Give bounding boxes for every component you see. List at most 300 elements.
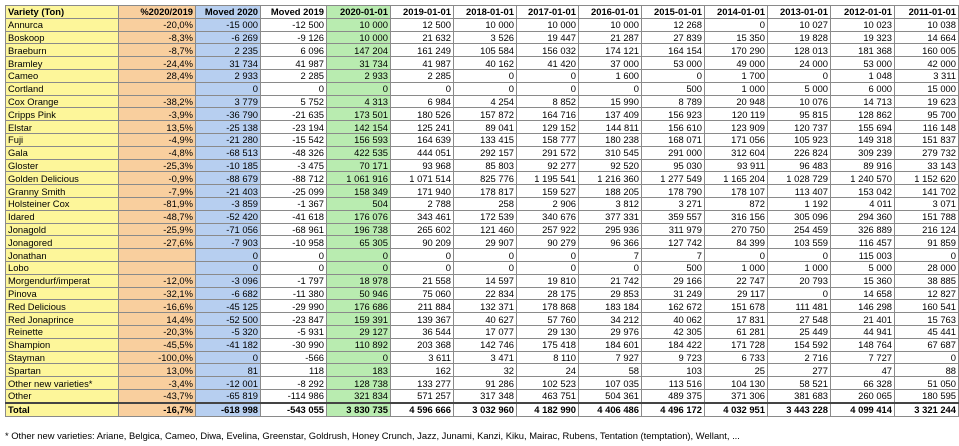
value-cell: 29 907 — [454, 236, 517, 249]
value-cell: 1 216 360 — [579, 172, 642, 185]
value-cell: -8,7% — [119, 44, 196, 57]
value-cell: 8 852 — [517, 95, 579, 108]
value-cell: 162 672 — [642, 300, 705, 313]
value-cell: 32 — [454, 364, 517, 377]
value-cell: 2 716 — [768, 351, 831, 364]
value-cell: 0 — [327, 351, 391, 364]
value-cell: 226 824 — [768, 146, 831, 159]
value-cell: 0 — [196, 261, 261, 274]
value-cell: 21 742 — [579, 274, 642, 287]
value-cell: 0 — [517, 261, 579, 274]
value-cell: 104 130 — [705, 377, 768, 390]
value-cell: 277 — [768, 364, 831, 377]
value-cell: 0 — [768, 287, 831, 300]
value-cell: 28,4% — [119, 69, 196, 82]
value-cell: 29 127 — [327, 325, 391, 338]
value-cell: 172 539 — [454, 210, 517, 223]
value-cell: 0 — [196, 82, 261, 95]
value-cell: 96 366 — [579, 236, 642, 249]
value-cell: 183 184 — [579, 300, 642, 313]
value-cell: 34 212 — [579, 313, 642, 326]
total-value-cell: 4 182 990 — [517, 403, 579, 416]
variety-name-cell: Cripps Pink — [6, 108, 119, 121]
column-header: Moved 2019 — [261, 6, 327, 19]
value-cell: 1 240 570 — [831, 172, 895, 185]
value-cell: 181 368 — [831, 44, 895, 57]
value-cell: -25 099 — [261, 185, 327, 198]
table-row — [6, 133, 959, 146]
value-cell: 47 — [831, 364, 895, 377]
value-cell: 0 — [895, 351, 959, 364]
variety-name-cell: Cox Orange — [6, 95, 119, 108]
value-cell: -566 — [261, 351, 327, 364]
value-cell: -8 292 — [261, 377, 327, 390]
value-cell: 42 000 — [895, 57, 959, 70]
variety-name-cell: Fuji — [6, 133, 119, 146]
value-cell: 12 827 — [895, 287, 959, 300]
value-cell: 25 449 — [768, 325, 831, 338]
value-cell: 6 096 — [261, 44, 327, 57]
variety-name-cell: Elstar — [6, 121, 119, 134]
value-cell: 18 978 — [327, 274, 391, 287]
value-cell: 260 065 — [831, 389, 895, 402]
value-cell: 171 940 — [391, 185, 454, 198]
variety-name-cell: Shampion — [6, 338, 119, 351]
variety-name-cell: Pinova — [6, 287, 119, 300]
value-cell: -5 931 — [261, 325, 327, 338]
value-cell: 116 148 — [895, 121, 959, 134]
value-cell: -27,6% — [119, 236, 196, 249]
value-cell: 258 — [454, 197, 517, 210]
table-row — [6, 18, 959, 31]
value-cell: 1 061 916 — [327, 172, 391, 185]
value-cell: -10 185 — [196, 159, 261, 172]
value-cell: 7 727 — [831, 351, 895, 364]
value-cell: 254 459 — [768, 223, 831, 236]
value-cell: 141 702 — [895, 185, 959, 198]
value-cell: 5 752 — [261, 95, 327, 108]
value-cell: 92 277 — [517, 159, 579, 172]
value-cell: 7 927 — [579, 351, 642, 364]
value-cell: -23 847 — [261, 313, 327, 326]
value-cell — [119, 82, 196, 95]
value-cell: 151 837 — [895, 133, 959, 146]
table-row — [6, 338, 959, 351]
value-cell: 40 062 — [642, 313, 705, 326]
value-cell: 872 — [705, 197, 768, 210]
value-cell: 170 290 — [705, 44, 768, 57]
value-cell: 159 527 — [517, 185, 579, 198]
table-row — [6, 223, 959, 236]
value-cell: 161 249 — [391, 44, 454, 57]
value-cell: -4,8% — [119, 146, 196, 159]
value-cell: 41 987 — [391, 57, 454, 70]
table-row — [6, 377, 959, 390]
variety-name-cell: Holsteiner Cox — [6, 197, 119, 210]
value-cell: 28 000 — [895, 261, 959, 274]
value-cell: 1 700 — [705, 69, 768, 82]
value-cell: 178 790 — [642, 185, 705, 198]
value-cell: 156 610 — [642, 121, 705, 134]
value-cell: 156 032 — [517, 44, 579, 57]
value-cell: -29 990 — [261, 300, 327, 313]
value-cell: 102 523 — [517, 377, 579, 390]
value-cell: 40 162 — [454, 57, 517, 70]
variety-name-cell: Bramley — [6, 57, 119, 70]
value-cell: -4,9% — [119, 133, 196, 146]
value-cell: -7,9% — [119, 185, 196, 198]
value-cell: 24 000 — [768, 57, 831, 70]
value-cell: -7 903 — [196, 236, 261, 249]
column-header: 2014-01-01 — [705, 6, 768, 19]
value-cell: 381 683 — [768, 389, 831, 402]
value-cell: 128 862 — [831, 108, 895, 121]
value-cell: 326 889 — [831, 223, 895, 236]
value-cell: 29 130 — [517, 325, 579, 338]
value-cell: -5 320 — [196, 325, 261, 338]
value-cell: -38,2% — [119, 95, 196, 108]
table-row — [6, 82, 959, 95]
value-cell: 25 — [705, 364, 768, 377]
value-cell: 20 948 — [705, 95, 768, 108]
variety-name-cell: Boskoop — [6, 31, 119, 44]
value-cell: 155 694 — [831, 121, 895, 134]
value-cell: 3 071 — [895, 197, 959, 210]
value-cell: 2 235 — [196, 44, 261, 57]
column-header: 2013-01-01 — [768, 6, 831, 19]
value-cell: 110 892 — [327, 338, 391, 351]
value-cell: 57 760 — [517, 313, 579, 326]
value-cell: 1 028 729 — [768, 172, 831, 185]
value-cell: 317 348 — [454, 389, 517, 402]
value-cell: 174 121 — [579, 44, 642, 57]
value-cell: 53 000 — [831, 57, 895, 70]
value-cell: 121 460 — [454, 223, 517, 236]
table-row — [6, 69, 959, 82]
value-cell: 21 632 — [391, 31, 454, 44]
value-cell: 180 595 — [895, 389, 959, 402]
value-cell: 0 — [517, 82, 579, 95]
value-cell: 14 713 — [831, 95, 895, 108]
value-cell: 120 737 — [768, 121, 831, 134]
value-cell: -21 403 — [196, 185, 261, 198]
value-cell: 70 171 — [327, 159, 391, 172]
value-cell: 422 535 — [327, 146, 391, 159]
table-row — [6, 389, 959, 402]
value-cell: 2 933 — [196, 69, 261, 82]
value-cell: 6 984 — [391, 95, 454, 108]
value-cell: 58 521 — [768, 377, 831, 390]
table-row — [6, 287, 959, 300]
value-cell: 123 909 — [705, 121, 768, 134]
total-value-cell: 3 321 244 — [895, 403, 959, 416]
value-cell: 91 286 — [454, 377, 517, 390]
table-row — [6, 261, 959, 274]
total-value-cell: 4 032 951 — [705, 403, 768, 416]
value-cell: 183 — [327, 364, 391, 377]
total-value-cell: 3 032 960 — [454, 403, 517, 416]
value-cell — [119, 249, 196, 262]
value-cell: 173 501 — [327, 108, 391, 121]
value-cell: -8,3% — [119, 31, 196, 44]
value-cell: 132 371 — [454, 300, 517, 313]
value-cell: 305 096 — [768, 210, 831, 223]
value-cell: 0 — [517, 69, 579, 82]
table-row — [6, 146, 959, 159]
value-cell: 1 048 — [831, 69, 895, 82]
value-cell: 2 933 — [327, 69, 391, 82]
table-row — [6, 121, 959, 134]
value-cell: 90 209 — [391, 236, 454, 249]
value-cell: 343 461 — [391, 210, 454, 223]
value-cell: 125 241 — [391, 121, 454, 134]
total-value-cell: -16,7% — [119, 403, 196, 416]
value-cell: 359 557 — [642, 210, 705, 223]
value-cell: 257 922 — [517, 223, 579, 236]
value-cell: 149 318 — [831, 133, 895, 146]
value-cell: 19 323 — [831, 31, 895, 44]
value-cell: 3 812 — [579, 197, 642, 210]
value-cell: 444 051 — [391, 146, 454, 159]
value-cell: 50 946 — [327, 287, 391, 300]
value-cell: 15 350 — [705, 31, 768, 44]
value-cell: 53 000 — [642, 57, 705, 70]
value-cell: 133 277 — [391, 377, 454, 390]
value-cell: 571 257 — [391, 389, 454, 402]
total-row — [6, 403, 959, 416]
value-cell: 105 923 — [768, 133, 831, 146]
table-row — [6, 31, 959, 44]
variety-name-cell: Idared — [6, 210, 119, 223]
value-cell: 14 664 — [895, 31, 959, 44]
value-cell: 129 152 — [517, 121, 579, 134]
value-cell: 12 268 — [642, 18, 705, 31]
value-cell: 10 000 — [517, 18, 579, 31]
value-cell: -16,6% — [119, 300, 196, 313]
value-cell: 96 483 — [768, 159, 831, 172]
value-cell: 36 544 — [391, 325, 454, 338]
value-cell: -6 269 — [196, 31, 261, 44]
value-cell: 160 541 — [895, 300, 959, 313]
variety-name-cell: Golden Delicious — [6, 172, 119, 185]
value-cell: 128 738 — [327, 377, 391, 390]
value-cell: 0 — [327, 261, 391, 274]
value-cell: -52 420 — [196, 210, 261, 223]
value-cell: 157 872 — [454, 108, 517, 121]
value-cell: 0 — [642, 69, 705, 82]
value-cell: -12 001 — [196, 377, 261, 390]
value-cell: 500 — [642, 82, 705, 95]
value-cell: 0 — [768, 249, 831, 262]
value-cell: 0 — [261, 261, 327, 274]
value-cell: 49 000 — [705, 57, 768, 70]
value-cell: 504 361 — [579, 389, 642, 402]
value-cell: 88 — [895, 364, 959, 377]
value-cell: 15 360 — [831, 274, 895, 287]
variety-name-cell: Red Delicious — [6, 300, 119, 313]
variety-name-cell: Jonagold — [6, 223, 119, 236]
column-header: 2020-01-01 — [327, 6, 391, 19]
value-cell: 2 788 — [391, 197, 454, 210]
value-cell: 8 789 — [642, 95, 705, 108]
value-cell: 14,4% — [119, 313, 196, 326]
value-cell: 292 157 — [454, 146, 517, 159]
table-row — [6, 185, 959, 198]
value-cell: 3 779 — [196, 95, 261, 108]
value-cell: 0 — [579, 82, 642, 95]
value-cell: 115 003 — [831, 249, 895, 262]
value-cell: 15 763 — [895, 313, 959, 326]
value-cell: -21 635 — [261, 108, 327, 121]
value-cell: -25,3% — [119, 159, 196, 172]
value-cell: 154 592 — [768, 338, 831, 351]
table-row — [6, 159, 959, 172]
total-value-cell: 4 406 486 — [579, 403, 642, 416]
value-cell: 3 271 — [642, 197, 705, 210]
value-cell: 153 042 — [831, 185, 895, 198]
value-cell: 17 831 — [705, 313, 768, 326]
variety-name-cell: Annurca — [6, 18, 119, 31]
value-cell: -48,7% — [119, 210, 196, 223]
value-cell: 0 — [327, 249, 391, 262]
column-header: 2017-01-01 — [517, 6, 579, 19]
value-cell: -3 096 — [196, 274, 261, 287]
value-cell: 12 500 — [391, 18, 454, 31]
column-header: 2016-01-01 — [579, 6, 642, 19]
variety-name-cell: Lobo — [6, 261, 119, 274]
value-cell: 175 418 — [517, 338, 579, 351]
table-row — [6, 364, 959, 377]
value-cell: 91 859 — [895, 236, 959, 249]
value-cell: 15 990 — [579, 95, 642, 108]
value-cell: 216 124 — [895, 223, 959, 236]
value-cell: 265 602 — [391, 223, 454, 236]
value-cell: 156 593 — [327, 133, 391, 146]
value-cell: 0 — [261, 82, 327, 95]
value-cell: 17 077 — [454, 325, 517, 338]
value-cell: 162 — [391, 364, 454, 377]
value-cell: 27 839 — [642, 31, 705, 44]
value-cell: 142 154 — [327, 121, 391, 134]
value-cell: 61 281 — [705, 325, 768, 338]
value-cell: 0 — [454, 82, 517, 95]
value-cell: 500 — [642, 261, 705, 274]
table-row — [6, 249, 959, 262]
table-body — [6, 18, 959, 416]
value-cell: 103 — [642, 364, 705, 377]
value-cell: 1 600 — [579, 69, 642, 82]
value-cell: 316 156 — [705, 210, 768, 223]
value-cell: 95 030 — [642, 159, 705, 172]
value-cell: 3 611 — [391, 351, 454, 364]
value-cell: 137 409 — [579, 108, 642, 121]
value-cell: 310 545 — [579, 146, 642, 159]
table-row — [6, 274, 959, 287]
value-cell: 19 810 — [517, 274, 579, 287]
value-cell: 113 516 — [642, 377, 705, 390]
variety-name-cell: Jonathan — [6, 249, 119, 262]
value-cell: 203 368 — [391, 338, 454, 351]
value-cell: 89 916 — [831, 159, 895, 172]
header-row — [6, 6, 959, 19]
value-cell: -45 125 — [196, 300, 261, 313]
value-cell: 22 747 — [705, 274, 768, 287]
value-cell: -15 000 — [196, 18, 261, 31]
value-cell: 51 050 — [895, 377, 959, 390]
value-cell: 33 143 — [895, 159, 959, 172]
value-cell: -6 682 — [196, 287, 261, 300]
value-cell: -68 513 — [196, 146, 261, 159]
value-cell: -71 056 — [196, 223, 261, 236]
value-cell: -36 790 — [196, 108, 261, 121]
value-cell: 3 526 — [454, 31, 517, 44]
value-cell: 184 422 — [642, 338, 705, 351]
value-cell: 0 — [705, 18, 768, 31]
value-cell: 40 627 — [454, 313, 517, 326]
value-cell: 10 000 — [454, 18, 517, 31]
total-label-cell: Total — [6, 403, 119, 416]
variety-name-cell: Braeburn — [6, 44, 119, 57]
value-cell: -48 326 — [261, 146, 327, 159]
value-cell: 164 716 — [517, 108, 579, 121]
value-cell: 31 249 — [642, 287, 705, 300]
variety-name-cell: Gloster — [6, 159, 119, 172]
value-cell: 93 911 — [705, 159, 768, 172]
value-cell: -11 380 — [261, 287, 327, 300]
value-cell: 1 192 — [768, 197, 831, 210]
value-cell: 10 000 — [327, 18, 391, 31]
value-cell: 1 152 620 — [895, 172, 959, 185]
value-cell: -24,4% — [119, 57, 196, 70]
value-cell: 5 000 — [768, 82, 831, 95]
value-cell: 9 723 — [642, 351, 705, 364]
value-cell: 4 313 — [327, 95, 391, 108]
value-cell: 178 107 — [705, 185, 768, 198]
value-cell: 178 817 — [454, 185, 517, 198]
value-cell: 37 000 — [579, 57, 642, 70]
value-cell: 0 — [454, 249, 517, 262]
table-row — [6, 172, 959, 185]
value-cell: 58 — [579, 364, 642, 377]
value-cell: 45 441 — [895, 325, 959, 338]
value-cell: 489 375 — [642, 389, 705, 402]
value-cell: 211 884 — [391, 300, 454, 313]
value-cell: 171 728 — [705, 338, 768, 351]
footnote: * Other new varieties: Ariane, Belgica, Cameo, Diwa, Evelina, Greenstar, Goldrush, Honey Crunch, Jazz, Junami, Kanzi, Kiku, Mairac, Rubens, Tentation (temptation), Wellant, ... — [5, 430, 740, 441]
value-cell: 184 601 — [579, 338, 642, 351]
variety-name-cell: Stayman — [6, 351, 119, 364]
value-cell: 144 811 — [579, 121, 642, 134]
variety-name-cell: Morgendurf/imperat — [6, 274, 119, 287]
value-cell: 279 732 — [895, 146, 959, 159]
value-cell: 0 — [768, 69, 831, 82]
value-cell: 291 000 — [642, 146, 705, 159]
value-cell: -88 712 — [261, 172, 327, 185]
value-cell: 147 204 — [327, 44, 391, 57]
value-cell: -100,0% — [119, 351, 196, 364]
value-cell: -68 961 — [261, 223, 327, 236]
value-cell: 312 604 — [705, 146, 768, 159]
column-header: Moved 2020 — [196, 6, 261, 19]
value-cell: 22 834 — [454, 287, 517, 300]
value-cell — [119, 261, 196, 274]
value-cell: -114 986 — [261, 389, 327, 402]
table-row — [6, 313, 959, 326]
value-cell: -65 819 — [196, 389, 261, 402]
value-cell: 133 415 — [454, 133, 517, 146]
value-cell: -1 797 — [261, 274, 327, 287]
value-cell: 180 526 — [391, 108, 454, 121]
